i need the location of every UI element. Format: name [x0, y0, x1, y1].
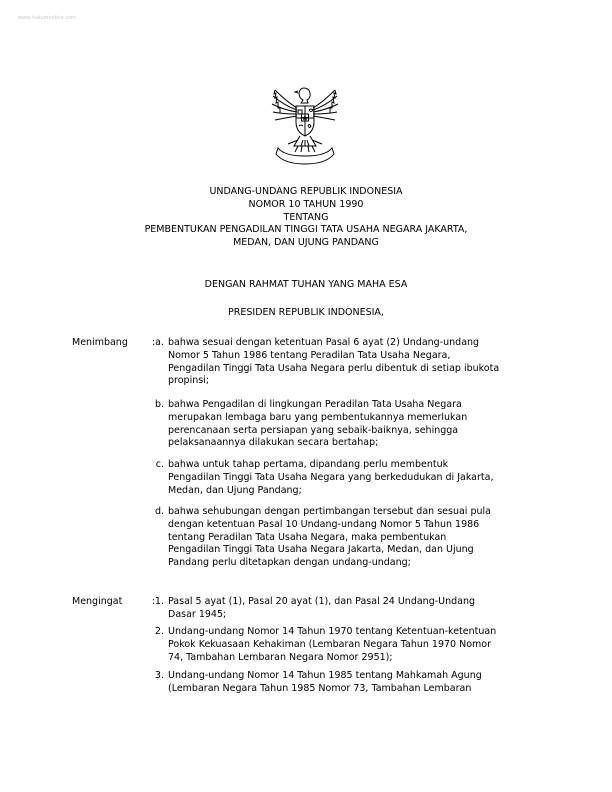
title-line-1: UNDANG-UNDANG REPUBLIK INDONESIA [209, 186, 403, 197]
text-line: (Lembaran Negara Tahun 1985 Nomor 73, Tambahan Lembaran [168, 682, 472, 694]
item-marker: d. [154, 506, 164, 517]
item-text [168, 596, 542, 622]
item-text [168, 670, 542, 696]
title-line-4: PEMBENTUKAN PENGADILAN TINGGI TATA USAHA NEGARA JAKARTA, [144, 224, 468, 236]
menimbang-label: Menimbang [72, 337, 128, 348]
text-line: 74, Tambahan Lembaran Negara Nomor 2951); [168, 651, 393, 663]
document-title [0, 186, 612, 250]
mengingat-colon: : [152, 596, 156, 607]
text-line: bahwa Pengadilan di lingkungan Peradilan Tata Usaha Negara [168, 399, 462, 410]
item-text [168, 399, 542, 450]
mengingat-label: Mengingat [72, 596, 123, 607]
text-line: Pengadilan Tinggi Tata Usaha Negara yang berkedudukan di Jakarta, [168, 471, 494, 483]
item-marker: 2. [154, 626, 164, 637]
title-line-5: MEDAN, DAN UJUNG PANDANG [233, 237, 379, 249]
item-marker: 1. [154, 596, 164, 607]
item-marker: c. [155, 459, 164, 470]
text-line: Undang-undang Nomor 14 Tahun 1970 tentang Ketentuan-ketentuan [168, 626, 497, 637]
item-marker: b. [154, 399, 164, 410]
text-line: Pokok Kekuasaan Kehakiman (Lembaran Negara Tahun 1970 Nomor [168, 638, 492, 650]
title-line-2: NOMOR 10 TAHUN 1990 [248, 198, 364, 210]
garuda-emblem-icon [264, 82, 346, 170]
text-line: dengan ketentuan Pasal 10 Undang-undang Nomor 5 Tahun 1986 [168, 518, 480, 530]
text-line: propinsi; [168, 375, 210, 387]
item-text [168, 459, 542, 497]
text-line: bahwa sehubungan dengan pertimbangan tersebut dan sesuai pula [168, 506, 491, 517]
text-line: Medan, dan Ujung Pandang; [168, 484, 302, 496]
text-line: bahwa sesuai dengan ketentuan Pasal 6 ayat (2) Undang-undang [168, 337, 480, 348]
text-line: perencanaan serta persiapan yang sebaik-baiknya, sehingga [168, 424, 459, 436]
text-line: Dasar 1945; [168, 608, 227, 620]
text-line: pelaksanaannya dilakukan secara bertahap; [168, 437, 379, 449]
text-line: Pengadilan Tinggi Tata Usaha Negara Jakarta, Medan, dan Ujung [168, 544, 474, 556]
text-line: Pandang perlu ditetapkan dengan undang-undang; [168, 557, 411, 569]
text-line: Pengadilan Tinggi Tata Usaha Negara perlu dibentuk di setiap ibukota [168, 362, 500, 374]
item-text [168, 626, 542, 664]
watermark-text: www.hukumonline.com [18, 15, 77, 21]
item-text [168, 506, 542, 570]
text-line: Nomor 5 Tahun 1986 tentang Peradilan Tata Usaha Negara, [168, 349, 451, 361]
menimbang-colon: : [152, 337, 156, 348]
rahmat-line: DENGAN RAHMAT TUHAN YANG MAHA ESA [204, 279, 408, 290]
presiden-line: PRESIDEN REPUBLIK INDONESIA, [228, 307, 384, 318]
item-marker: a. [155, 337, 164, 348]
title-line-3: TENTANG [283, 211, 329, 223]
text-line: tentang Peradilan Tata Usaha Negara, maka pembentukan [168, 531, 447, 543]
text-line: bahwa untuk tahap pertama, dipandang perlu membentuk [168, 459, 449, 470]
item-text [168, 337, 542, 388]
text-line: merupakan lembaga baru yang pembentukannya memerlukan [168, 411, 468, 423]
text-line: Pasal 5 ayat (1), Pasal 20 ayat (1), dan Pasal 24 Undang-Undang [168, 596, 476, 607]
text-line: Undang-undang Nomor 14 Tahun 1985 tentang Mahkamah Agung [168, 670, 482, 681]
item-marker: 3. [154, 670, 164, 681]
